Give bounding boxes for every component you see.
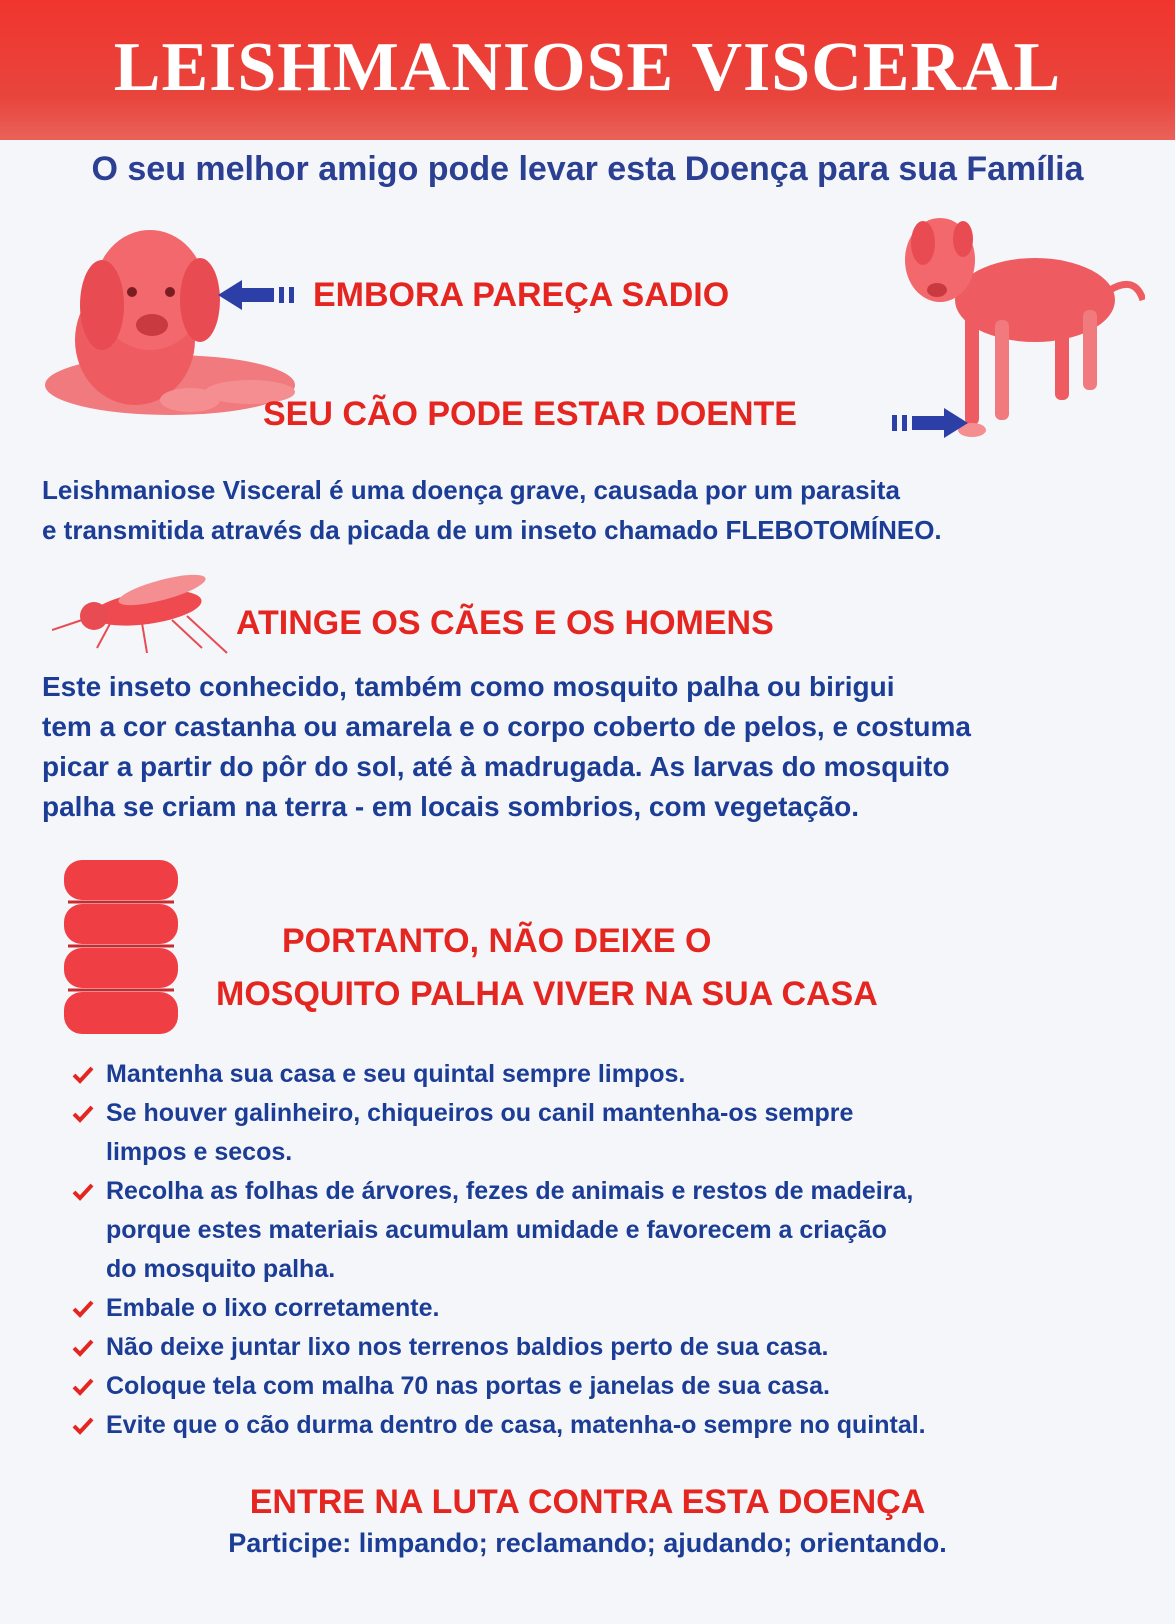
heading-portanto: PORTANTO, NÃO DEIXE O: [282, 922, 712, 960]
check-icon: [72, 1299, 94, 1319]
list-item-text: Recolha as folhas de árvores, fezes de animais e restos de madeira,: [106, 1177, 914, 1205]
sandfly-image: [52, 568, 232, 658]
check-icon: [72, 1104, 94, 1124]
paragraph-line: Leishmaniose Visceral é uma doença grave, causada por um parasita: [42, 475, 900, 505]
list-item: [72, 1172, 1152, 1289]
list-item-text: Mantenha sua casa e seu quintal sempre limpos.: [106, 1060, 686, 1088]
prevention-list: [72, 1055, 1152, 1445]
list-item: [72, 1289, 1152, 1328]
puppy-image: [40, 220, 300, 420]
title-banner: [0, 0, 1175, 140]
list-item: [72, 1367, 1152, 1406]
list-item-text: Evite que o cão durma dentro de casa, matenha-o sempre no quintal.: [106, 1411, 926, 1439]
paragraph-line: tem a cor castanha ou amarela e o corpo coberto de pelos, e costuma: [42, 711, 971, 742]
list-item-text: limpos e secos.: [106, 1138, 293, 1166]
check-icon: [72, 1338, 94, 1358]
list-item: [72, 1055, 1152, 1094]
page-title: LEISHMANIOSE VISCERAL: [113, 29, 1062, 106]
tire-stack-image: [62, 858, 182, 1038]
check-icon: [72, 1065, 94, 1085]
heading-mosquito-palha: MOSQUITO PALHA VIVER NA SUA CASA: [216, 975, 878, 1013]
check-icon: [72, 1377, 94, 1397]
heading-atinge: ATINGE OS CÃES E OS HOMENS: [236, 604, 774, 642]
list-item: [72, 1094, 1152, 1172]
left-arrow-icon: [218, 280, 300, 310]
paragraph-line: Este inseto conhecido, também como mosquito palha ou birigui: [42, 671, 895, 702]
list-item-text: do mosquito palha.: [106, 1255, 336, 1283]
list-item-text: Embale o lixo corretamente.: [106, 1294, 440, 1322]
list-item: [72, 1406, 1152, 1445]
page-subtitle: O seu melhor amigo pode levar esta Doença para sua Família: [91, 150, 1084, 188]
list-item: [72, 1328, 1152, 1367]
paragraph-line: e transmitida através da picada de um inseto chamado FLEBOTOMÍNEO.: [42, 515, 942, 545]
insect-paragraph: [42, 667, 971, 827]
list-item-text: Se houver galinheiro, chiqueiros ou canil mantenha-os sempre: [106, 1099, 854, 1127]
check-icon: [72, 1182, 94, 1202]
intro-paragraph: [42, 470, 942, 550]
list-item-text: Coloque tela com malha 70 nas portas e janelas de sua casa.: [106, 1372, 830, 1400]
footer-title: ENTRE NA LUTA CONTRA ESTA DOENÇA: [249, 1483, 926, 1521]
right-arrow-icon: [886, 408, 968, 438]
check-icon: [72, 1416, 94, 1436]
list-item-text: porque estes materiais acumulam umidade e favorecem a criação: [106, 1216, 887, 1244]
list-item-text: Não deixe juntar lixo nos terrenos baldios perto de sua casa.: [106, 1333, 829, 1361]
heading-seu-cao: SEU CÃO PODE ESTAR DOENTE: [263, 395, 797, 433]
paragraph-line: palha se criam na terra - em locais sombrios, com vegetação.: [42, 791, 860, 822]
footer-subtitle: Participe: limpando; reclamando; ajudando; orientando.: [228, 1528, 947, 1558]
paragraph-line: picar a partir do pôr do sol, até à madrugada. As larvas do mosquito: [42, 751, 950, 782]
heading-embora: EMBORA PAREÇA SADIO: [313, 276, 730, 314]
